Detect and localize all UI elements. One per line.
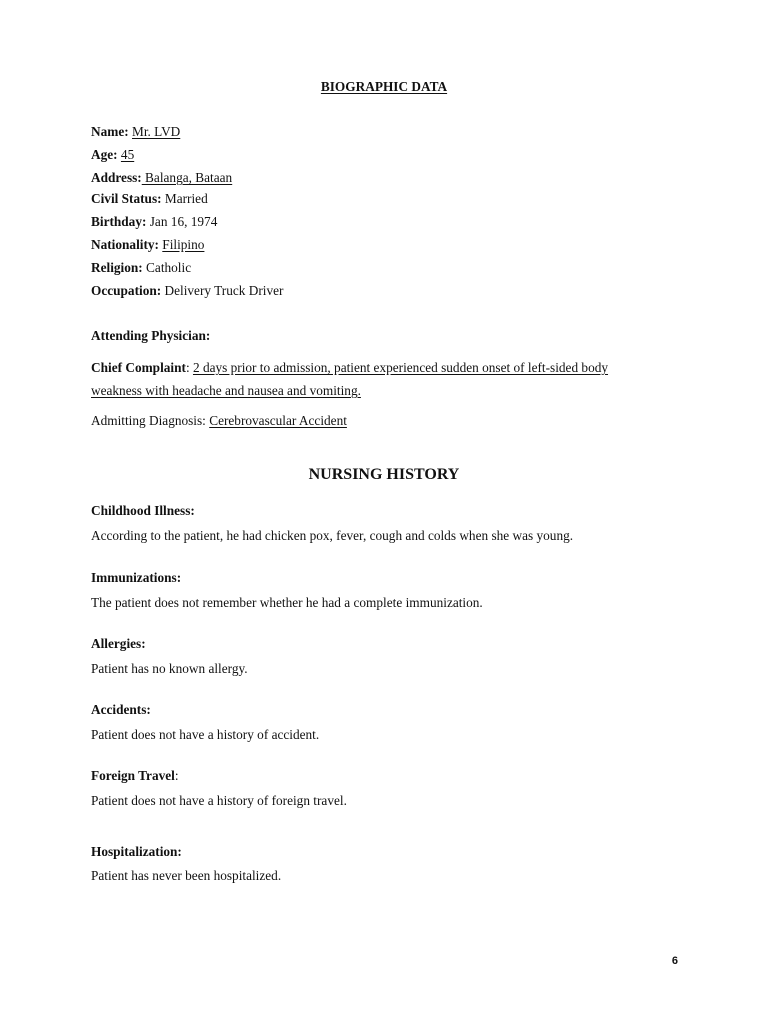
- history-text: Patient has never been hospitalized.: [91, 868, 282, 883]
- bio-label: Birthday:: [91, 214, 147, 229]
- bio-value: Married: [164, 191, 208, 206]
- history-text: According to the patient, he had chicken pox, fever, cough and colds when she was young.: [91, 528, 574, 543]
- bio-value: Filipino: [162, 237, 205, 252]
- history-label: Foreign Travel: [91, 768, 175, 783]
- chief-complaint-text: 2 days prior to admission, patient experienced sudden onset of left-sided body: [192, 360, 609, 375]
- history-label: Accidents:: [91, 702, 151, 717]
- history-text: Patient does not have a history of foreign travel.: [91, 793, 347, 808]
- attending-physician-label: Attending Physician:: [91, 328, 211, 343]
- bio-birthday-row: [91, 214, 217, 230]
- bio-value: Catholic: [146, 260, 192, 275]
- history-foreign-travel-heading: Foreign Travel:: [91, 768, 179, 783]
- bio-value: 45: [120, 147, 135, 162]
- bio-label: Name:: [91, 124, 129, 139]
- bio-address-row: [91, 170, 232, 186]
- chief-complaint-line2: weakness with headache and nausea and vomiting.: [91, 383, 361, 398]
- bio-label: Occupation:: [91, 283, 162, 298]
- chief-complaint-line1: Chief Complaint: 2 days prior to admission, patient experienced sudden onset of left-sided body: [91, 360, 609, 375]
- history-text: Patient has no known allergy.: [91, 661, 248, 676]
- chief-complaint-label: Chief Complaint: [91, 360, 186, 375]
- history-label: Childhood Illness:: [91, 503, 195, 518]
- bio-value: Mr. LVD: [132, 124, 181, 139]
- history-label: Allergies:: [91, 636, 146, 651]
- bio-age-row: [91, 147, 134, 163]
- bio-value: Delivery Truck Driver: [164, 283, 284, 298]
- admitting-diagnosis-label: Admitting Diagnosis:: [91, 413, 210, 428]
- page-number: 6: [671, 955, 678, 967]
- admitting-diagnosis-value: Cerebrovascular Accident: [209, 413, 347, 428]
- bio-name-row: [91, 124, 180, 140]
- bio-nationality-row: [91, 237, 204, 253]
- bio-label: Address:: [91, 170, 142, 185]
- bio-value: Jan 16, 1974: [149, 214, 218, 229]
- bio-label: Religion:: [91, 260, 143, 275]
- page-title: BIOGRAPHIC DATA: [320, 79, 448, 94]
- history-label: Hospitalization:: [91, 844, 182, 859]
- bio-occupation-row: [91, 283, 283, 299]
- history-text: Patient does not have a history of accident.: [91, 727, 320, 742]
- bio-label: Age:: [91, 147, 118, 162]
- bio-religion-row: [91, 260, 191, 276]
- bio-civil-status-row: [91, 191, 208, 207]
- history-text: The patient does not remember whether he had a complete immunization.: [91, 595, 483, 610]
- admitting-diagnosis-row: [91, 413, 347, 429]
- bio-value: Balanga, Bataan: [141, 170, 233, 185]
- bio-label: Civil Status:: [91, 191, 162, 206]
- bio-label: Nationality:: [91, 237, 159, 252]
- history-label: Immunizations:: [91, 570, 182, 585]
- nursing-history-title: NURSING HISTORY: [308, 466, 460, 483]
